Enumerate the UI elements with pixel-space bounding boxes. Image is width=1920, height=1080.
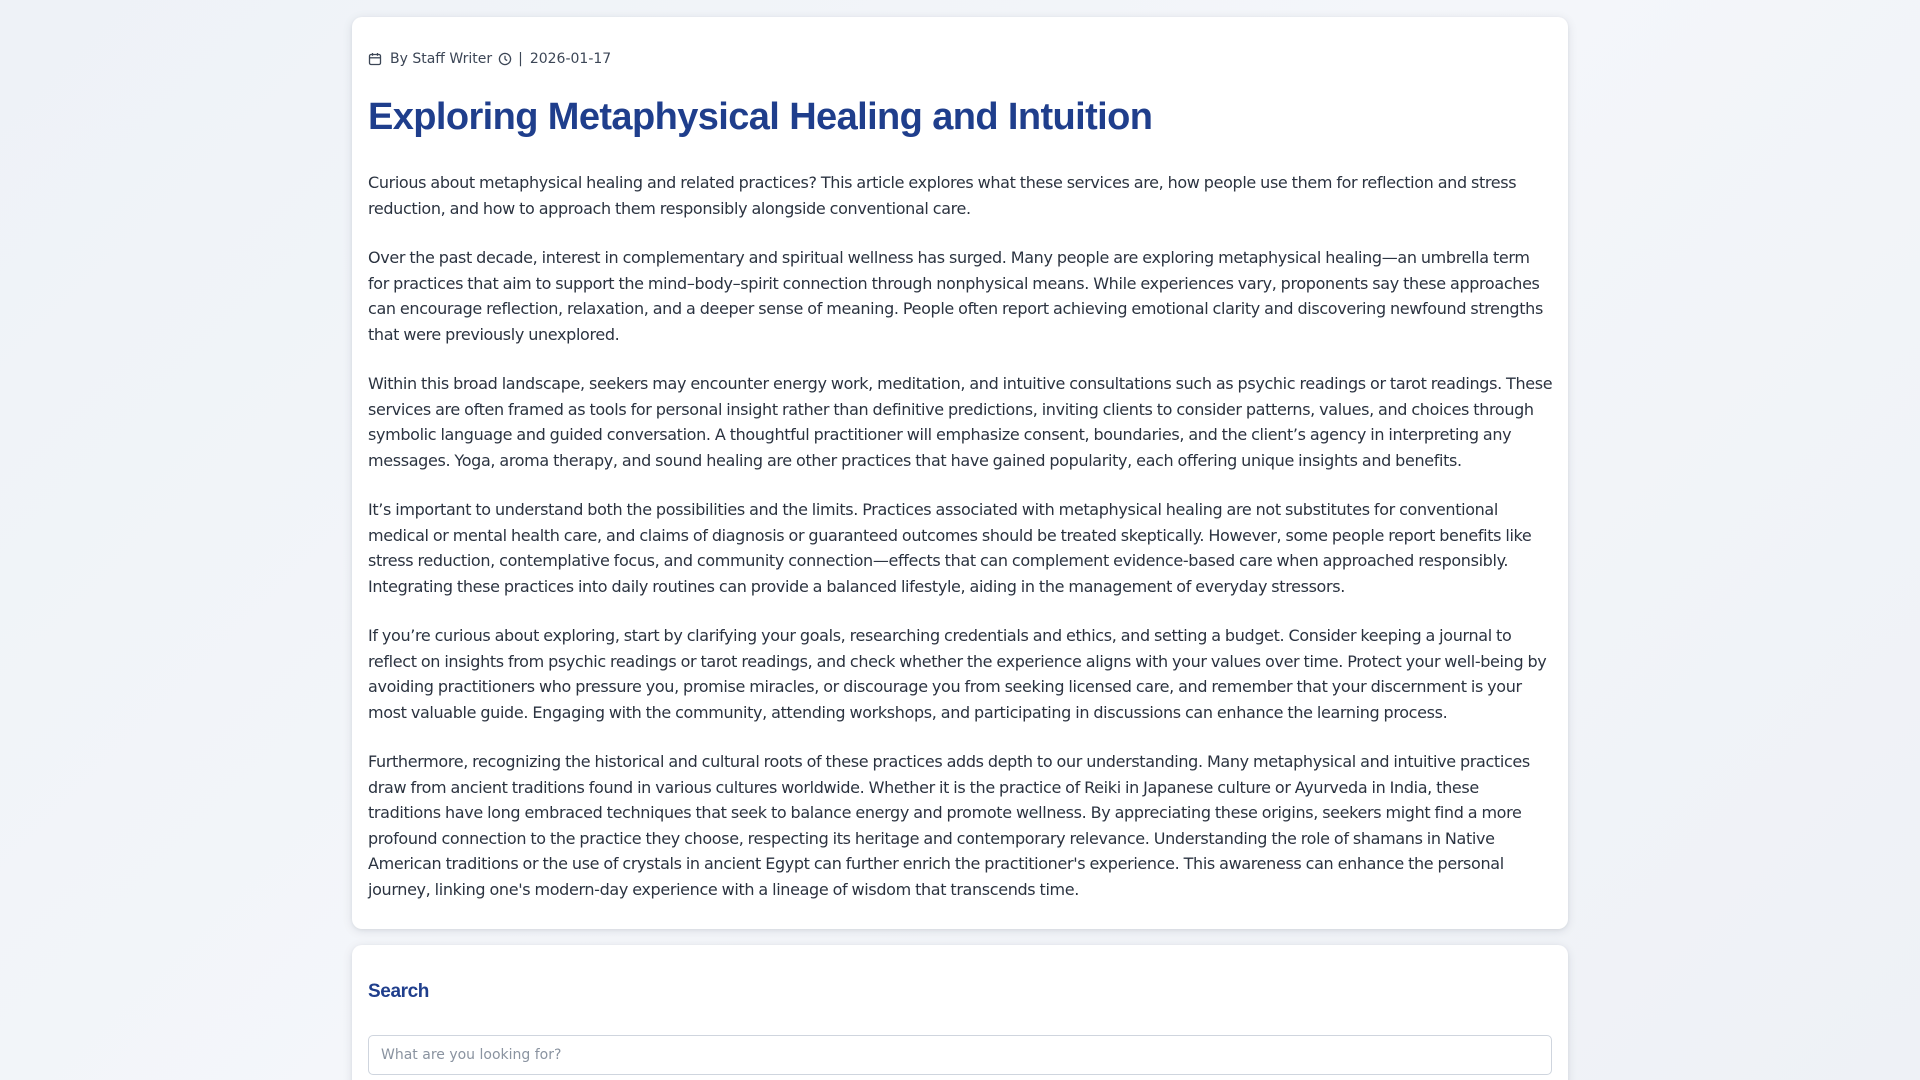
page-title: Exploring Metaphysical Healing and Intuition: [368, 96, 1153, 138]
search-input[interactable]: [368, 1035, 1552, 1075]
article-paragraph: Over the past decade, interest in complementary and spiritual wellness has surged. Many people are exploring metaphysical healing—an umbrella term for practices that aim to support the mind–body–spirit connection through nonphysical means. While experiences vary, proponents say these approaches can encourage reflection, relaxation, and a deeper sense of meaning. People often report achieving emotional clarity and discovering newfound strengths that were previously unexplored.: [368, 248, 1543, 344]
clock-icon: [498, 52, 512, 66]
article-paragraph: Furthermore, recognizing the historical and cultural roots of these practices adds depth to our understanding. Many metaphysical and intuitive practices draw from ancient traditions found in various cultures worldwide. Whether it is the practice of Reiki in Japanese culture or Ayurveda in India, these traditions have long embraced techniques that seek to balance energy and promote wellness. By appreciating these origins, seekers might find a more profound connection to the practice they choose, respecting its heritage and contemporary relevance. Understanding the role of shamans in Native American traditions or the use of crystals in ancient Egypt can further enrich the practitioner's experience. This awareness can enhance the personal journey, linking one's modern-day experience with a lineage of wisdom that transcends time.: [368, 752, 1530, 899]
article-body: [368, 170, 1554, 926]
calendar-icon: [368, 52, 382, 66]
article-paragraph: If you’re curious about exploring, start by clarifying your goals, researching credentials and ethics, and setting a budget. Consider keeping a journal to reflect on insights from psychic readings or tarot readings, and check whether the experience aligns with your values over time. Protect your well-being by avoiding practitioners who pressure you, promise miracles, or discourage you from seeking licensed care, and remember that your discernment is your most valuable guide. Engaging with the community, attending workshops, and participating in discussions can enhance the learning process.: [368, 626, 1547, 722]
article-card: [352, 17, 1568, 929]
article-meta: [368, 49, 611, 69]
article-paragraph: Curious about metaphysical healing and related practices? This article explores what these services are, how people use them for reflection and stress reduction, and how to approach them responsibly alongside conventional care.: [368, 173, 1517, 218]
meta-separator: |: [518, 51, 523, 67]
byline: By Staff Writer: [390, 51, 493, 67]
article-paragraph: Within this broad landscape, seekers may encounter energy work, meditation, and intuitive consultations such as psychic readings or tarot readings. These services are often framed as tools for personal insight rather than definitive predictions, inviting clients to consider patterns, values, and choices through symbolic language and guided conversation. A thoughtful practitioner will emphasize consent, boundaries, and the client’s agency in interpreting any messages. Yoga, aroma therapy, and sound healing are other practices that have gained popularity, each offering unique insights and benefits.: [368, 374, 1553, 470]
article-paragraph: It’s important to understand both the possibilities and the limits. Practices associated with metaphysical healing are not substitutes for conventional medical or mental health care, and claims of diagnosis or guaranteed outcomes should be treated skeptically. However, some people report benefits like stress reduction, contemplative focus, and community connection—effects that can complement evidence-based care when approached responsibly. Integrating these practices into daily routines can provide a balanced lifestyle, aiding in the management of everyday stressors.: [368, 500, 1532, 596]
publish-date: 2026-01-17: [529, 51, 612, 67]
search-heading: Search: [368, 981, 429, 1002]
